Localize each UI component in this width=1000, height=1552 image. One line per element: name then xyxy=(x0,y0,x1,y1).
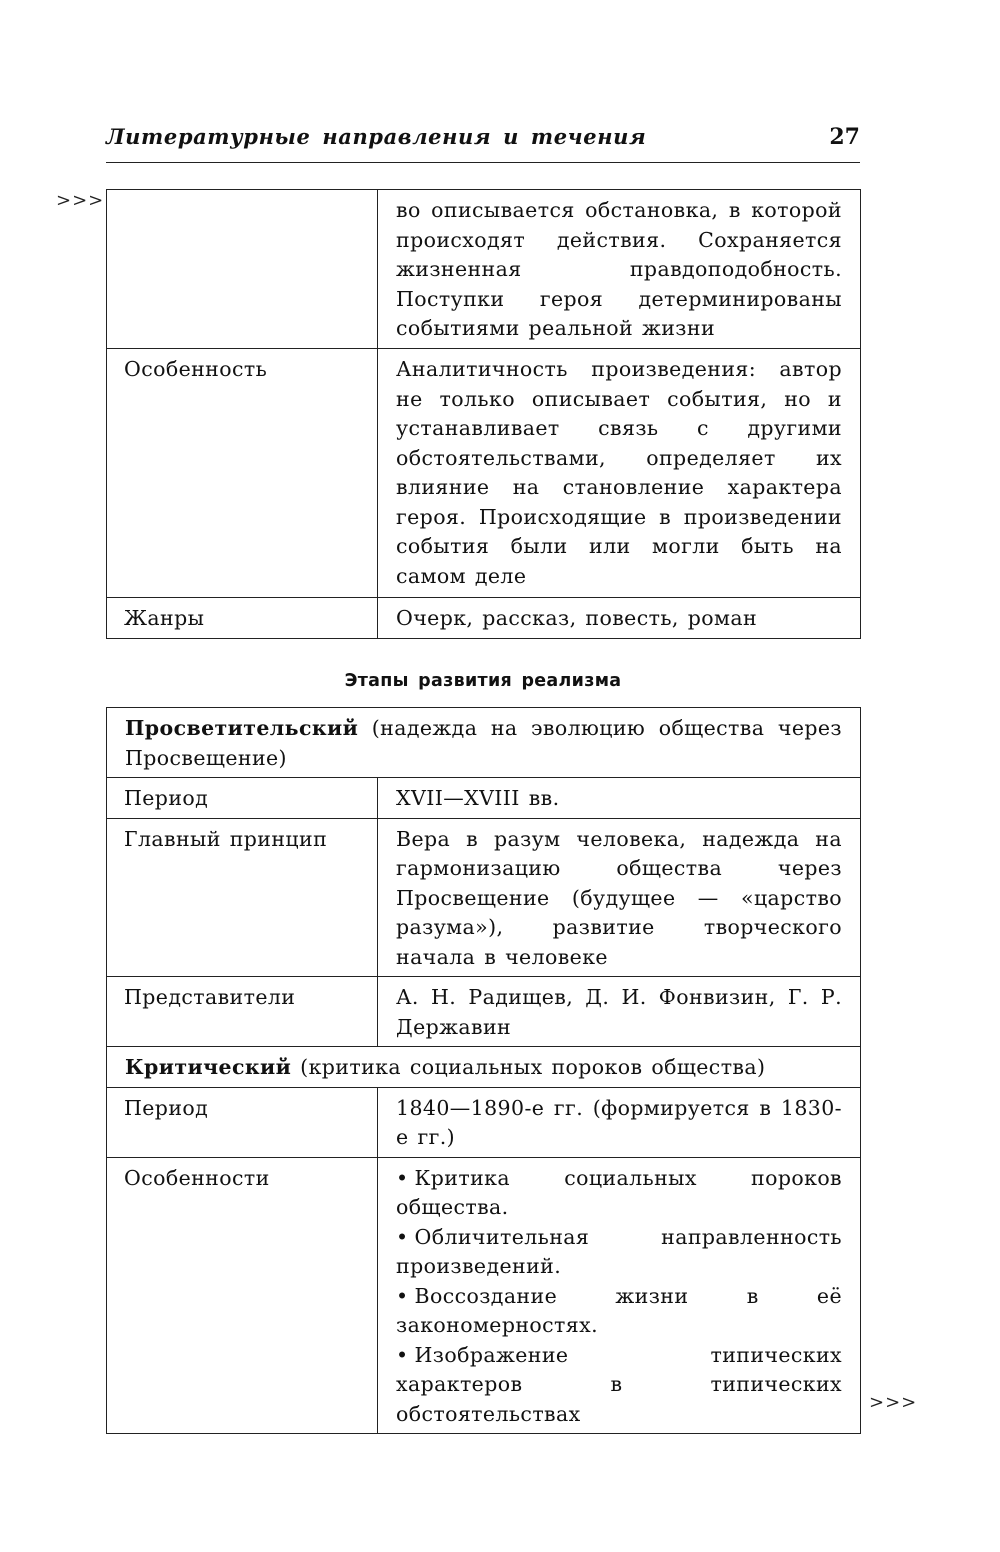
table-row xyxy=(107,1087,861,1157)
bullet-item xyxy=(396,1223,842,1282)
bullet-item xyxy=(396,1341,842,1430)
row-value: XVII—XVIII вв. xyxy=(378,778,861,819)
row-value: Аналитичность произведения: автор не только описывает события, но и устанавливает связь с другими обстоятельствами, определяет их влияние на становление характера героя. Происходящие в произведении события были или могли быть на самом деле xyxy=(378,349,861,598)
realism-stages-table xyxy=(106,707,861,1434)
row-value: Очерк, рассказ, повесть, роман xyxy=(378,598,861,639)
bullet-text: Изображение типических характеров в типических обстоятельствах xyxy=(396,1342,842,1426)
running-head xyxy=(106,124,860,163)
table-row xyxy=(107,1157,861,1434)
row-label xyxy=(107,190,378,349)
realism-features-table-continued xyxy=(106,189,861,639)
table-row xyxy=(107,778,861,819)
bullet-icon: • xyxy=(396,1165,409,1190)
bullet-icon: • xyxy=(396,1283,409,1308)
table-title: Этапы развития реализма xyxy=(344,671,622,691)
bullet-icon: • xyxy=(396,1342,409,1367)
table-row xyxy=(107,977,861,1047)
table-row xyxy=(107,598,861,639)
continuation-marker-bottom: >>> xyxy=(869,1392,918,1413)
running-title: Литературные направления и течения xyxy=(106,124,647,149)
table-row xyxy=(107,349,861,598)
section-note: (критика социальных пороков общества) xyxy=(291,1055,766,1079)
section-note: (надежда на эволюцию общества через Просвещение) xyxy=(125,716,842,770)
row-value: 1840—1890-е гг. (формируется в 1830-е гг.) xyxy=(378,1087,861,1157)
row-value: А. Н. Радищев, Д. И. Фонвизин, Г. Р. Державин xyxy=(378,977,861,1047)
row-label: Представители xyxy=(107,977,378,1047)
row-label: Особенности xyxy=(107,1157,378,1434)
section-header-row xyxy=(107,1047,861,1088)
bullet-text: Воссоздание жизни в её закономерностях. xyxy=(396,1283,842,1337)
section-header xyxy=(107,1047,861,1088)
bullet-item xyxy=(396,1282,842,1341)
row-value: Вера в разум человека, надежда на гармонизацию общества через Просвещение (будущее — «царство разума»), развитие творческого начала в человеке xyxy=(378,818,861,977)
row-label: Период xyxy=(107,1087,378,1157)
section-name: Просветительский xyxy=(125,716,359,740)
bullet-icon: • xyxy=(396,1224,409,1249)
row-value-bullets xyxy=(378,1157,861,1434)
bullet-text: Критика социальных пороков общества. xyxy=(396,1165,842,1219)
row-value: во описывается обстановка, в которой происходят действия. Сохраняется жизненная правдоподобность. Поступки героя детерминированы событиями реальной жизни xyxy=(378,190,861,349)
section-header xyxy=(107,708,861,778)
row-label: Особенность xyxy=(107,349,378,598)
continuation-marker-top: >>> xyxy=(56,190,105,211)
section-name: Критический xyxy=(125,1055,292,1079)
row-label: Главный принцип xyxy=(107,818,378,977)
bullet-item xyxy=(396,1164,842,1223)
row-label: Период xyxy=(107,778,378,819)
table-row xyxy=(107,190,861,349)
row-label: Жанры xyxy=(107,598,378,639)
section-header-row xyxy=(107,708,861,778)
page-number: 27 xyxy=(829,124,860,150)
bullet-text: Обличительная направленность произведений. xyxy=(396,1224,842,1278)
table-row xyxy=(107,818,861,977)
